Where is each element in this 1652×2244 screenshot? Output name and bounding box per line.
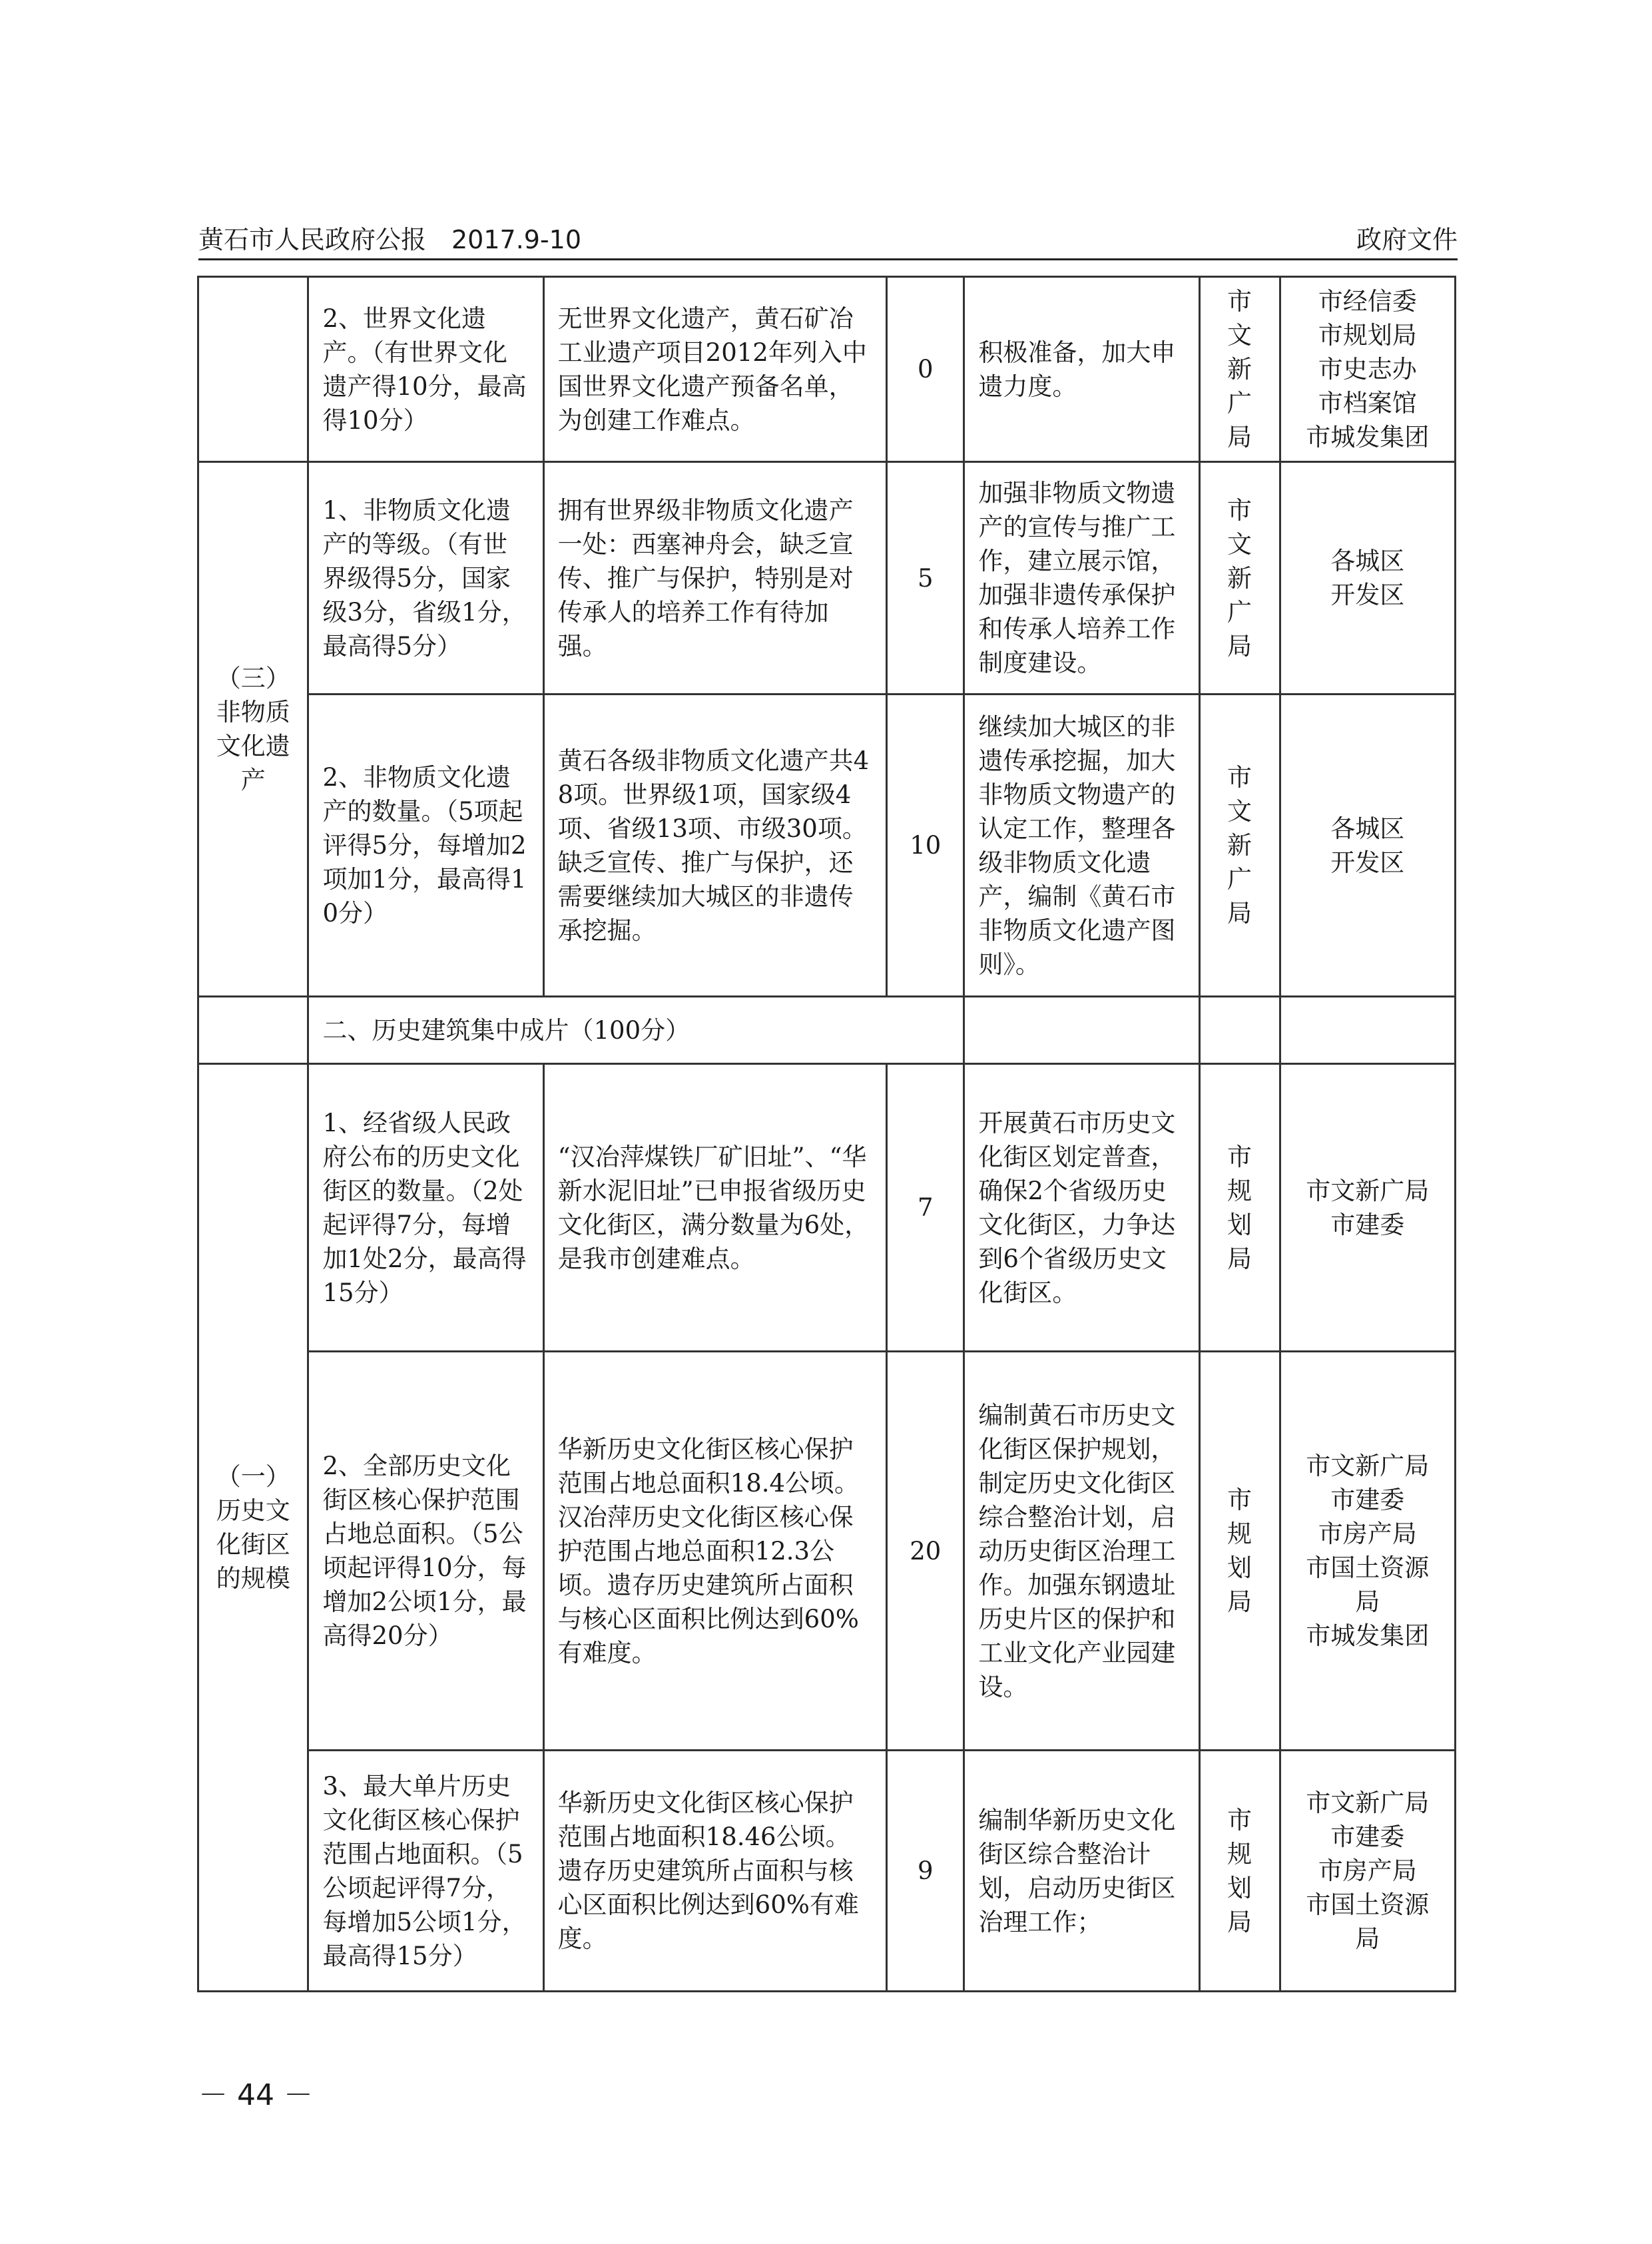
- publication-title: 黄石市人民政府公报 2017.9-10: [198, 225, 582, 254]
- coop-unit-cell: [1280, 1064, 1455, 1352]
- coop-unit: 市档案馆: [1318, 389, 1417, 418]
- score-cell: 9: [887, 1751, 964, 1992]
- table-row: [198, 277, 1456, 462]
- lead-unit: 市规划局: [1227, 1142, 1252, 1273]
- status-cell: 华新历史文化街区核心保护范围占地面积18.46公顷。遗存历史建筑所占面积与核心区面积比例达到60%有难度。: [543, 1751, 887, 1992]
- score-cell: 7: [887, 1064, 964, 1352]
- status-cell: 黄石各级非物质文化遗产共48项。世界级1项，国家级4项、省级13项、市级30项。缺乏宣传、推广与保护，还需要继续加大城区的非遗传承挖掘。: [543, 695, 887, 997]
- lead-unit: 市规划局: [1227, 1486, 1252, 1616]
- measure-cell: 编制黄石市历史文化街区保护规划，制定历史文化街区综合整治计划，启动历史街区治理工作。加强东钢遗址历史片区的保护和工业文化产业园建设。: [964, 1352, 1199, 1751]
- score-cell: 0: [887, 277, 964, 462]
- coop-unit: 开发区: [1330, 848, 1405, 877]
- status-cell: 拥有世界级非物质文化遗产一处：西塞神舟会，缺乏宣传、推广与保护，特别是对传承人的培养工作有待加强。: [543, 462, 887, 695]
- table-row: [198, 695, 1456, 997]
- category-cell: [198, 1064, 308, 1992]
- coop-unit: 市文新广局: [1306, 1789, 1430, 1817]
- measure-cell: 开展黄石市历史文化街区划定普查，确保2个省级历史文化街区，力争达到6个省级历史文化街区。: [964, 1064, 1199, 1352]
- criterion-cell: 1、非物质文化遗产的等级。（有世界级得5分，国家级3分，省级1分，最高得5分）: [308, 462, 543, 695]
- category-label: 化街区: [216, 1530, 290, 1559]
- category-label: （三）: [216, 664, 290, 693]
- measure-cell: [964, 997, 1199, 1064]
- category-label: （一）: [216, 1462, 290, 1491]
- lead-unit: 市文新广局: [1227, 495, 1252, 661]
- coop-unit: 市文新广局: [1306, 1452, 1430, 1480]
- category-cell: [198, 997, 308, 1064]
- criterion-cell: 3、最大单片历史文化街区核心保护范围占地面积。（5公顷起评得7分，每增加5公顷1分，最高得15分）: [308, 1751, 543, 1992]
- score-cell: 20: [887, 1352, 964, 1751]
- section-row: [198, 997, 1456, 1064]
- coop-unit-cell: [1280, 277, 1455, 462]
- coop-unit: 各城区: [1330, 814, 1405, 843]
- header-rule: [198, 258, 1458, 260]
- table-row: [198, 1352, 1456, 1751]
- coop-unit-cell: [1280, 1352, 1455, 1751]
- coop-unit: 市城发集团: [1306, 1621, 1430, 1650]
- lead-unit-cell: [1199, 1352, 1280, 1751]
- section-label: 政府文件: [1356, 225, 1458, 254]
- category-label: 非物质: [216, 698, 290, 726]
- measure-cell: 积极准备，加大申遗力度。: [964, 277, 1199, 462]
- section-title: 二、历史建筑集中成片（100分）: [308, 997, 964, 1064]
- criterion-cell: 2、全部历史文化街区核心保护范围占地总面积。（5公顷起评得10分，每增加2公顷1分，最高得20分）: [308, 1352, 543, 1751]
- coop-unit: 市国土资源局: [1306, 1890, 1430, 1953]
- coop-unit: 市国土资源局: [1306, 1553, 1430, 1616]
- status-cell: 华新历史文化街区核心保护范围占地总面积18.4公顷。汉冶萍历史文化街区核心保护范围占地总面积12.3公顷。遗存历史建筑所占面积与核心区面积比例达到60%有难度。: [543, 1352, 887, 1751]
- coop-unit: 市房产局: [1318, 1520, 1417, 1548]
- table-row: [198, 1751, 1456, 1992]
- category-label: 文化遗: [216, 732, 290, 760]
- coop-unit-cell: [1280, 997, 1455, 1064]
- category-label: 产: [240, 766, 266, 794]
- lead-unit-cell: [1199, 695, 1280, 997]
- lead-unit: 市文新广局: [1227, 287, 1252, 451]
- page-number: － 44 －: [198, 2078, 313, 2112]
- lead-unit-cell: [1199, 277, 1280, 462]
- lead-unit-cell: [1199, 997, 1280, 1064]
- coop-unit: 各城区: [1330, 547, 1405, 575]
- category-cell: [198, 277, 308, 462]
- measure-cell: 编制华新历史文化街区综合整治计划，启动历史街区治理工作；: [964, 1751, 1199, 1992]
- coop-unit: 开发区: [1330, 581, 1405, 609]
- status-cell: 无世界文化遗产，黄石矿冶工业遗产项目2012年列入中国世界文化遗产预备名单，为创建工作难点。: [543, 277, 887, 462]
- coop-unit-cell: [1280, 462, 1455, 695]
- lead-unit: 市规划局: [1227, 1805, 1252, 1936]
- coop-unit: 市文新广局: [1306, 1176, 1430, 1205]
- coop-unit: 市经信委: [1318, 287, 1417, 316]
- coop-unit: 市建委: [1330, 1210, 1405, 1239]
- coop-unit: 市建委: [1330, 1486, 1405, 1514]
- coop-unit: 市建委: [1330, 1823, 1405, 1851]
- criterion-cell: 1、经省级人民政府公布的历史文化街区的数量。（2处起评得7分，每增加1处2分，最高得15分）: [308, 1064, 543, 1352]
- table-row: [198, 462, 1456, 695]
- measure-cell: 加强非物质文物遗产的宣传与推广工作，建立展示馆，加强非遗传承保护和传承人培养工作制度建设。: [964, 462, 1199, 695]
- criterion-cell: 2、非物质文化遗产的数量。（5项起评得5分，每增加2项加1分，最高得10分）: [308, 695, 543, 997]
- category-label: 的规模: [216, 1564, 290, 1593]
- table-row: [198, 1064, 1456, 1352]
- score-cell: 10: [887, 695, 964, 997]
- coop-unit-cell: [1280, 1751, 1455, 1992]
- score-cell: 5: [887, 462, 964, 695]
- lead-unit: 市文新广局: [1227, 763, 1252, 928]
- lead-unit-cell: [1199, 1064, 1280, 1352]
- measure-cell: 继续加大城区的非遗传承挖掘，加大非物质文物遗产的认定工作，整理各级非物质文化遗产，编制《黄石市非物质文化遗产图则》。: [964, 695, 1199, 997]
- category-cell: [198, 462, 308, 997]
- criterion-cell: 2、世界文化遗产。（有世界文化遗产得10分，最高得10分）: [308, 277, 543, 462]
- lead-unit-cell: [1199, 1751, 1280, 1992]
- status-cell: “汉冶萍煤铁厂矿旧址”、“华新水泥旧址”已申报省级历史文化街区，满分数量为6处，是我市创建难点。: [543, 1064, 887, 1352]
- category-label: 历史文: [216, 1496, 290, 1525]
- coop-unit-cell: [1280, 695, 1455, 997]
- evaluation-table: [197, 276, 1456, 1992]
- coop-unit: 市规划局: [1318, 321, 1417, 350]
- coop-unit: 市史志办: [1318, 355, 1417, 384]
- lead-unit-cell: [1199, 462, 1280, 695]
- coop-unit: 市房产局: [1318, 1856, 1417, 1885]
- page-header: [198, 212, 1458, 260]
- coop-unit: 市城发集团: [1306, 423, 1430, 451]
